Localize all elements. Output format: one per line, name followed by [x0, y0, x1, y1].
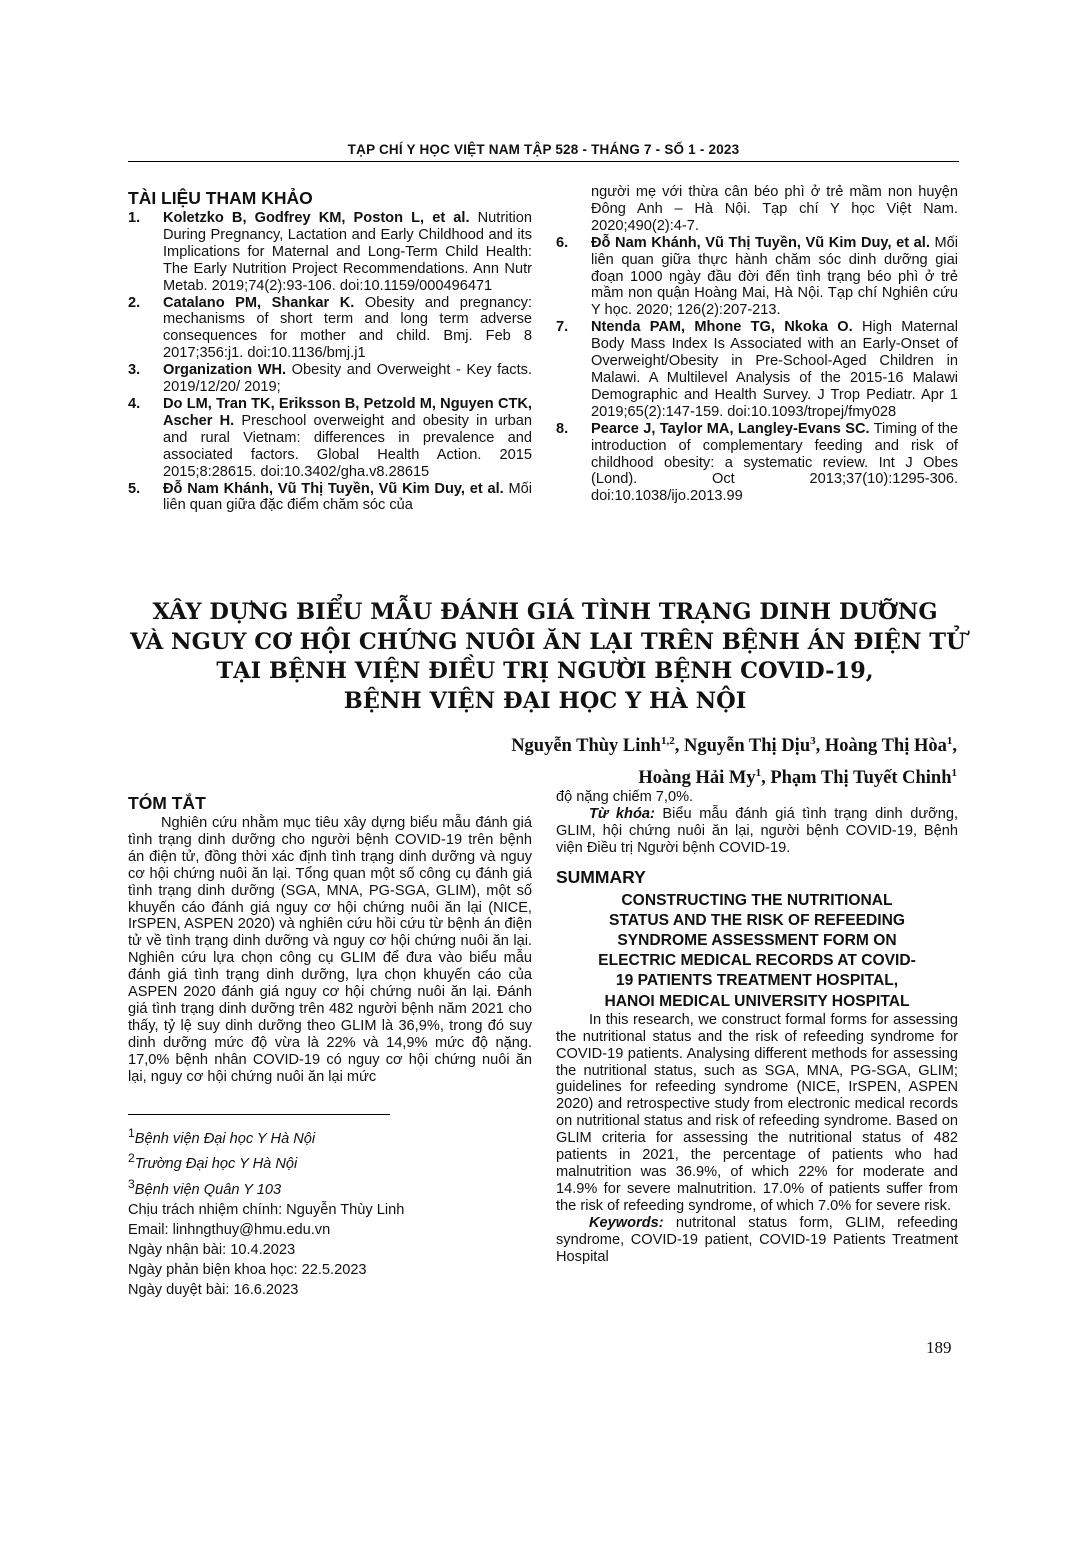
reference-authors: Organization WH.: [163, 362, 287, 379]
keywords-text: nutritonal status form, GLIM, refeeding syndrome, COVID-19 patient, COVID-19 Patients Treatment Hospital: [556, 1214, 958, 1265]
article-title-line: XÂY DỰNG BIỂU MẪU ĐÁNH GIÁ TÌNH TRẠNG DINH DƯỠNG: [152, 599, 938, 625]
reference-authors: Đỗ Nam Khánh, Vũ Thị Tuyền, Vũ Kim Duy, et al.: [163, 480, 504, 497]
summary-title-line: CONSTRUCTING THE NUTRITIONAL: [621, 891, 893, 909]
reference-text: người mẹ với thừa cân béo phì ở trẻ mầm non huyện Đông Anh – Hà Nội. Tạp chí Y học Việt Nam. 2020;490(2):4-7.: [591, 184, 958, 234]
author-name: Nguyễn Thùy Linh: [511, 736, 661, 757]
reference-text: Obesity and Overweight - Key facts. 2019/12/20/ 2019;: [163, 362, 532, 396]
author-separator: ,: [761, 768, 771, 789]
references-heading: TÀI LIỆU THAM KHẢO: [128, 188, 313, 208]
footnote-divider: [128, 1114, 390, 1115]
keywords-text: Biểu mẫu đánh giá tình trạng dinh dưỡng, GLIM, hội chứng nuôi ăn lại, người bệnh COVID-19, Bệnh viện Điều trị Người bệnh COVID-19.: [556, 805, 958, 856]
reference-item: [128, 481, 532, 515]
reference-authors: Đỗ Nam Khánh, Vũ Thị Tuyền, Vũ Kim Duy, et al.: [591, 234, 930, 251]
abstract-vi-continuation: độ nặng chiếm 7,0%.: [556, 789, 694, 805]
author-affiliation: 1: [951, 767, 957, 780]
reference-text: Timing of the introduction of complementary feeding and risk of childhood obesity: a systematic review. Int J Obes (Lond). Oct 2013;37(10):1295-306. doi:10.1038/ijo.2013.99: [591, 420, 959, 505]
reference-number: 1.: [128, 210, 141, 226]
reference-item: [128, 295, 532, 363]
summary-body: In this research, we construct formal forms for assessing the nutritional status and the risk of refeeding syndrome for COVID-19 patients. Analysing different methods for assessing the nutritional status, such as SGA, MNA, PG-SGA, GLIM; guidelines for refeeding syndrome (NICE, IrSPEN, ASPEN 2020) and retrospective study from electronic medical records on nutritional status and risk of refeeding syndrome. Based on GLIM criteria for assessing the nutritional status of 482 patients in 2021, the percentage of patients who had malnutrition was 36.9%, of which 22% for moderate and 14.9% for severe malnutrition. 17.0% of patients suffer from the risk of refeeding syndrome, of which 7.0% for severe risk.: [556, 1011, 958, 1214]
keywords-label: Từ khóa:: [589, 805, 655, 822]
abstract-vi-keywords: [556, 806, 958, 857]
reference-text: Mối liên quan giữa đặc điểm chăm sóc của: [163, 480, 532, 514]
reference-number: 3.: [128, 362, 141, 379]
header-rule: [128, 161, 959, 162]
reference-item: [128, 396, 532, 481]
reference-authors: Koletzko B, Godfrey KM, Poston L, et al.: [163, 210, 470, 226]
author-separator: ,: [674, 736, 684, 757]
affiliation-footnote: [128, 1123, 532, 1149]
author-affiliation: 1: [946, 735, 953, 747]
date-reviewed: Ngày phản biện khoa học: 22.5.2023: [128, 1262, 367, 1279]
reference-number: 2.: [128, 294, 141, 311]
abstract-vi-body: Nghiên cứu nhằm mục tiêu xây dựng biểu mẫu đánh giá tình trạng dinh dưỡng cho người bệnh COVID-19 trên bệnh án điện tử, đồng thời xác định tình trạng dinh dưỡng và nguy cơ hội chứng nuôi ăn lại. Tổng quan một số công cụ đánh giá tình trạng dinh dưỡng (SGA, MNA, PG-SGA, GLIM), một số khuyến cáo đánh giá nguy cơ hội chứng nuôi ăn lại (NICE, IrSPEN, ASPEN 2020) và nghiên cứu hồi cứu từ bệnh án điện tử về tình trạng dinh dưỡng và nguy cơ hội chứng nuôi ăn lại. Nghiên cứu lựa chọn công cụ GLIM để đưa vào biểu mẫu đánh giá tình trạng dinh dưỡng, lựa chọn khuyến cáo của ASPEN 2020 đánh giá nguy cơ hội chứng nuôi ăn lại. Đánh giá tình trạng dinh dưỡng trên 482 người bệnh năm 2021 cho thấy, tỷ lệ suy dinh dưỡng theo GLIM là 36,9%, trong đó suy dinh dưỡng mức độ vừa là 22% và 14,9% mức độ nặng. 17,0% bệnh nhân COVID-19 có nguy cơ hội chứng nuôi ăn lại, nguy cơ hội chứng nuôi ăn lại mức: [128, 815, 532, 1085]
reference-authors: Ntenda PAM, Mhone TG, Nkoka O.: [591, 319, 853, 336]
summary-title-line: 19 PATIENTS TREATMENT HOSPITAL,: [615, 972, 899, 990]
author-name: Nguyễn Thị Dịu: [683, 736, 811, 757]
reference-number: 8.: [556, 420, 569, 437]
article-title-line: BỆNH VIỆN ĐẠI HỌC Y HÀ NỘI: [343, 687, 747, 714]
author-line: [511, 760, 957, 792]
author-affiliation: 3: [810, 735, 816, 747]
summary-title-line: ELECTRIC MEDICAL RECORDS AT COVID-: [598, 952, 916, 970]
reference-item: [556, 235, 958, 320]
reference-item: [556, 421, 958, 506]
article-title-line: TẠI BỆNH VIỆN ĐIỀU TRỊ NGƯỜI BỆNH COVID-19,: [216, 658, 874, 684]
reference-item: [556, 319, 958, 420]
reference-text: Nutrition During Pregnancy, Lactation and Early Childhood and its Implications for Maternal and Long-Term Child Health: The Early Nutrition Project Recommendations. Ann Nutr Metab. 2019;74(2):93-106. doi:10.1159/000496471: [163, 210, 532, 294]
author-separator: ,: [815, 736, 825, 757]
author-affiliation: 1: [755, 767, 762, 780]
reference-authors: Catalano PM, Shankar K.: [163, 294, 355, 311]
footnote-marker: 1: [128, 1125, 135, 1140]
abstract-vi-heading: TÓM TẮT: [128, 793, 206, 813]
affiliation-footnote: [128, 1148, 532, 1174]
reference-continuation: [556, 184, 958, 235]
reference-text: Preschool overweight and obesity in urban and rural Vietnam: differences in prevalence and associated factors. Global Health Action. 2015 2015;8:28615. doi:10.3402/gha.v8.28615: [163, 412, 532, 480]
reference-text: Obesity and pregnancy: mechanisms of short term and long term adverse consequences for mother and child. Bmj. Feb 8 2017;356:j1. doi:10.1136/bmj.j1: [163, 294, 532, 362]
references-left-column: [128, 188, 532, 514]
author-list: [511, 728, 957, 792]
article-title-line: VÀ NGUY CƠ HỘI CHỨNG NUÔI ĂN LẠI TRÊN BỆNH ÁN ĐIỆN TỬ: [130, 628, 966, 655]
reference-number: 7.: [556, 319, 569, 336]
author-name: Hoàng Hải My: [638, 768, 756, 789]
date-received: Ngày nhận bài: 10.4.2023: [128, 1242, 296, 1259]
reference-number: 4.: [128, 395, 141, 412]
footnote-marker: 2: [128, 1151, 135, 1166]
author-affiliation: 1,2: [660, 735, 675, 747]
affiliation-footnote: [128, 1174, 532, 1200]
author-name: Hoàng Thị Hòa: [824, 736, 947, 757]
summary-keywords: [556, 1215, 958, 1266]
reference-text: Mối liên quan giữa thực hành chăm sóc dinh dưỡng giai đoạn 1000 ngày đầu đời đến tình trạng béo phì ở trẻ mầm non quận Hoàng Mai, Hà Nội. Tạp chí Nghiên cứu Y học. 2020; 126(2):207-213.: [591, 234, 958, 319]
footnote-marker: 3: [128, 1177, 135, 1192]
references-right-column: [556, 184, 958, 505]
reference-number: 5.: [128, 480, 141, 497]
reference-number: 6.: [556, 234, 569, 251]
article-title: [130, 598, 966, 716]
reference-item: [128, 362, 532, 396]
keywords-label: Keywords:: [589, 1214, 664, 1231]
author-separator: ,: [952, 736, 957, 757]
reference-authors: Pearce J, Taylor MA, Langley-Evans SC.: [591, 420, 870, 437]
reference-item: [128, 210, 532, 295]
summary-heading: SUMMARY: [556, 866, 646, 887]
date-accepted: Ngày duyệt bài: 16.6.2023: [128, 1282, 299, 1299]
responsible-author: Chịu trách nhiệm chính: Nguyễn Thùy Linh: [128, 1202, 405, 1219]
footnote-text: Bệnh viện Quân Y 103: [134, 1182, 282, 1199]
page-number: 189: [926, 1338, 952, 1357]
summary-title-line: HANOI MEDICAL UNIVERSITY HOSPITAL: [604, 992, 910, 1010]
contact-email: Email: linhngthuy@hmu.edu.vn: [128, 1222, 331, 1239]
reference-authors: Do LM, Tran TK, Eriksson B, Petzold M, Nguyen CTK, Ascher H.: [163, 395, 532, 429]
reference-text: High Maternal Body Mass Index Is Associated with an Early-Onset of Overweight/Obesity in Pre-School-Aged Children in Malawi. A Multilevel Analysis of the 2015-16 Malawi Demographic and Health Survey. J Trop Pediatr. Apr 1 2019;65(2):147-159. doi:10.1093/tropej/fmy028: [591, 319, 958, 420]
author-line: [511, 728, 957, 760]
running-header: TẠP CHÍ Y HỌC VIỆT NAM TẬP 528 - THÁNG 7 - SỐ 1 - 2023: [347, 142, 740, 157]
abstract-vi-column: [128, 793, 532, 1300]
footnote-text: Bệnh viện Đại học Y Hà Nội: [134, 1130, 316, 1147]
summary-title-line: STATUS AND THE RISK OF REFEEDING: [609, 911, 905, 929]
summary-title: [556, 891, 958, 1012]
summary-en-column: [556, 789, 958, 1265]
summary-title-line: SYNDROME ASSESSMENT FORM ON: [617, 932, 897, 950]
footnote-text: Trường Đại học Y Hà Nội: [134, 1156, 298, 1173]
author-name: Phạm Thị Tuyết Chinh: [770, 768, 952, 789]
